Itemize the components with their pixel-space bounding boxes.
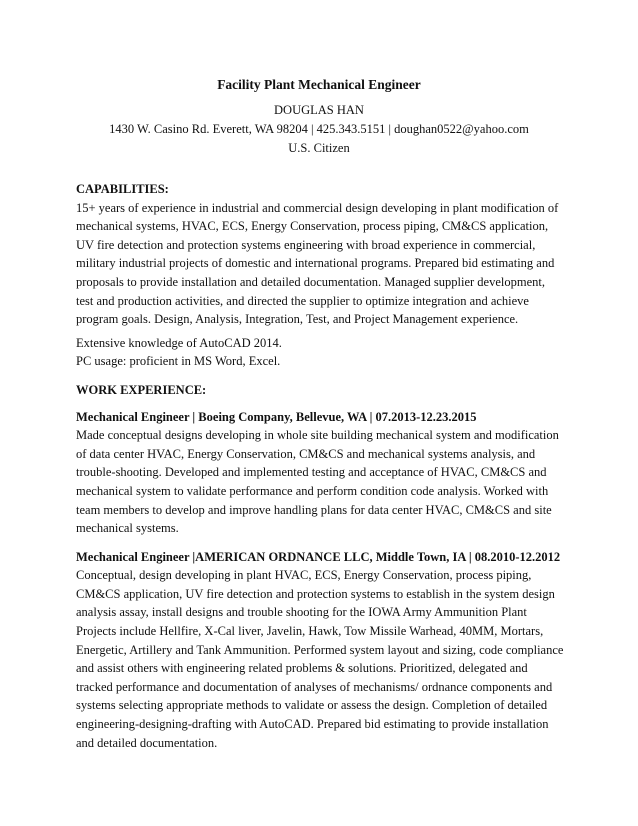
capabilities-line: UV fire detection and protection systems engineering with broad experience in commercial, xyxy=(76,237,536,252)
job-description-line: mechanical systems. xyxy=(76,521,179,536)
job-description-line: and detailed documentation. xyxy=(76,735,218,750)
contact-info: 1430 W. Casino Rd. Everett, WA 98204 | 425.343.5151 | doughan0522@yahoo.com xyxy=(109,122,529,136)
citizenship: U.S. Citizen xyxy=(288,141,350,155)
skill-line: Extensive knowledge of AutoCAD 2014. xyxy=(76,335,282,350)
job-description-line: trouble-shooting. Developed and implemented testing and acceptance of HVAC, CM&CS and xyxy=(76,465,547,480)
skill-line: PC usage: proficient in MS Word, Excel. xyxy=(76,354,281,369)
job-description-line: team members to develop and improve handling plans for data center HVAC, CM&CS and site xyxy=(76,502,552,517)
capabilities-heading: CAPABILITIES: xyxy=(76,182,169,196)
job-description-line: of data center HVAC, Energy Conservation, CM&CS and mechanical systems analysis, and xyxy=(76,446,536,461)
capabilities-paragraph xyxy=(76,199,576,329)
job-description-line: engineering-designing-drafting with AutoCAD. Prepared bid estimating to provide installation xyxy=(76,717,549,732)
capabilities-line: program goals. Design, Analysis, Integration, Test, and Project Management experience. xyxy=(76,312,519,327)
spacer xyxy=(76,400,576,408)
job-entry xyxy=(76,408,576,538)
job-description-line: mechanical system to validate performance and perform condition code analysis. Worked with xyxy=(76,483,549,498)
skills-paragraph xyxy=(76,334,576,371)
resume-body xyxy=(76,180,576,752)
capabilities-line: 15+ years of experience in industrial and commercial design developing in plant modification of xyxy=(76,200,559,215)
job-description-line: Made conceptual designs developing in whole site building mechanical system and modification xyxy=(76,428,559,443)
work-experience-heading: WORK EXPERIENCE: xyxy=(76,382,207,397)
job-description-line: systems selecting appropriate methods to validate or assess the design. Completion of detailed xyxy=(76,698,548,713)
spacer xyxy=(76,371,576,381)
spacer xyxy=(76,538,576,548)
job-entry xyxy=(76,548,576,753)
capabilities-line: mechanical systems, HVAC, ECS, Energy Conservation, process piping, CM&CS application, xyxy=(76,219,549,234)
job-description-line: analysis assay, install designs and trouble shooting for the IOWA Army Ammunition Plant xyxy=(76,605,527,620)
capabilities-line: military industrial projects of domestic and international programs. Prepared bid estimating and xyxy=(76,256,555,271)
capabilities-line: proposals to provide installation and detailed documentation. Managed supplier development, xyxy=(76,274,545,289)
job-description-line: Energetic, Artillery and Tank Ammunition. Performed system layout and sizing, code compliance xyxy=(76,642,564,657)
job-description-line: and assist others with engineering related problems & solutions. Prioritized, delegated and xyxy=(76,661,528,676)
job-description-line: Conceptual, design developing in plant HVAC, ECS, Energy Conservation, process piping, xyxy=(76,568,532,583)
job-description-line: CM&CS application, UV fire detection and protection systems to establish in the system design xyxy=(76,586,555,601)
job-title: Mechanical Engineer | Boeing Company, Bellevue, WA | 07.2013-12.23.2015 xyxy=(76,409,477,424)
job-title: Mechanical Engineer |AMERICAN ORDNANCE LLC, Middle Town, IA | 08.2010-12.2012 xyxy=(76,549,561,564)
capabilities-line: test and production activities, and directed the supplier to optimize integration and achieve xyxy=(76,293,529,308)
resume-header xyxy=(0,76,638,158)
job-description-line: Projects include Hellfire, X-Cal liver, Javelin, Hawk, Tow Missile Warhead, 40MM, Mortars, xyxy=(76,624,544,639)
job-description-line: tracked performance and documentation of analyses of mechanisms/ ordnance components and xyxy=(76,679,553,694)
resume-title: Facility Plant Mechanical Engineer xyxy=(217,77,421,92)
candidate-name: DOUGLAS HAN xyxy=(274,103,364,117)
